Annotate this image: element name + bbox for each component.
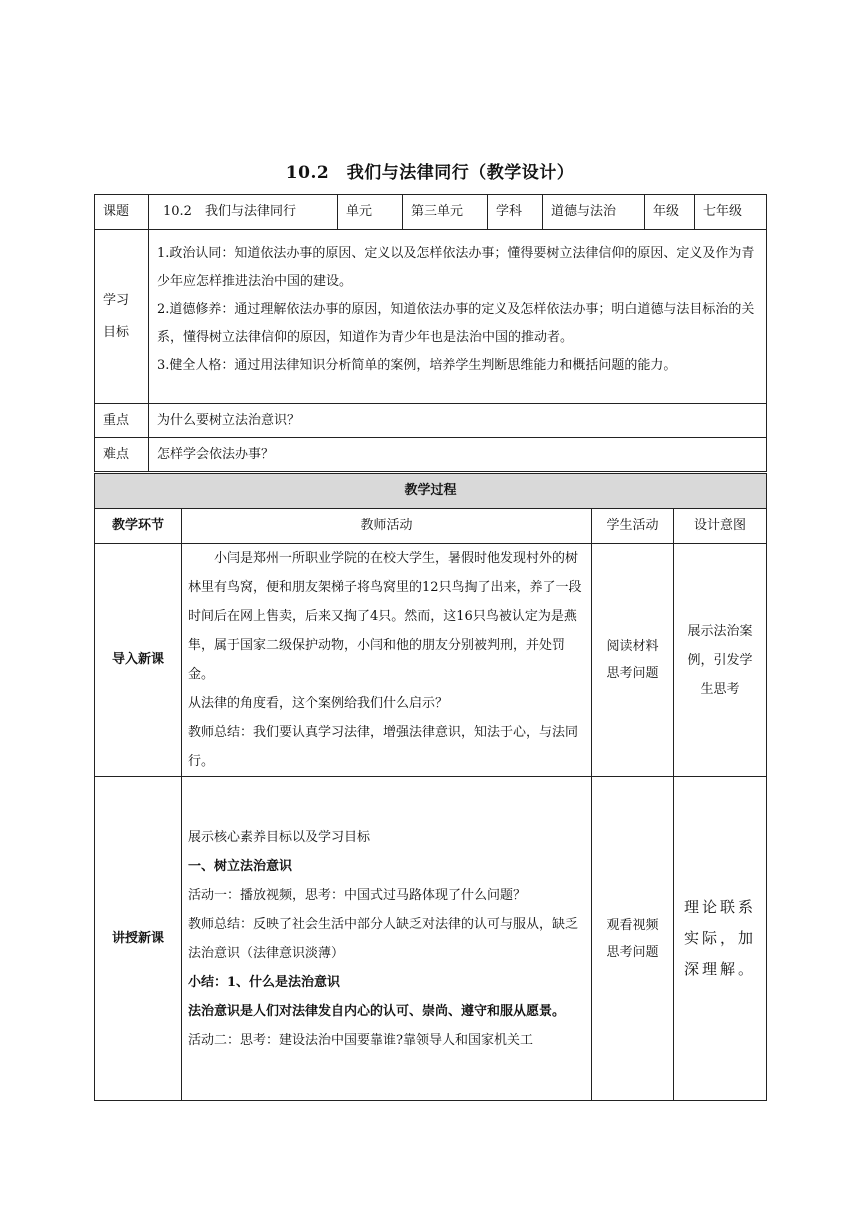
- header-intent: 设计意图: [674, 509, 767, 544]
- goals-row: [95, 230, 767, 404]
- process-header-row: [95, 509, 767, 544]
- key-point-label: 重点: [95, 404, 149, 438]
- document-title: 10.2 我们与法律同行（教学设计）: [285, 163, 575, 183]
- student-text: 观看视频: [606, 917, 659, 933]
- intent-text: 展示法治案: [687, 623, 753, 639]
- difficulty-row: [95, 438, 767, 472]
- teacher-text: 法治意识是人们对法律发自内心的认可、崇尚、遵守和服从愿景。: [188, 1003, 566, 1019]
- grade-value: 七年级: [695, 195, 767, 230]
- header-teacher: 教师活动: [182, 509, 592, 544]
- info-row: [95, 195, 767, 230]
- difficulty-value: 怎样学会依法办事？: [149, 438, 767, 472]
- design-intent-cell: 理论联系实际，加深理解。: [674, 777, 767, 1101]
- student-activity-cell: [592, 777, 674, 1101]
- student-activity-cell: [592, 544, 674, 777]
- unit-value: 第三单元: [403, 195, 488, 230]
- teacher-text: 一、树立法治意识: [188, 858, 293, 874]
- key-point-value: 为什么要树立法治意识？: [149, 404, 767, 438]
- difficulty-label: 难点: [95, 438, 149, 472]
- process-row-intro: [95, 544, 767, 777]
- teacher-text: 活动二：思考：建设法治中国要靠谁?靠领导人和国家机关工: [188, 1032, 533, 1048]
- stage-cell: 导入新课: [95, 544, 182, 777]
- unit-label: 单元: [338, 195, 403, 230]
- intent-text: 例，引发学: [687, 652, 753, 668]
- goal-item: 2.道德修养：通过理解依法办事的原因，知道依法办事的定义及怎样依法办事；明白道德与法目标治的关系，懂得树立法律信仰的原因，知道作为青少年也是法治中国的推动者。: [157, 301, 755, 345]
- process-title: 教学过程: [95, 474, 767, 509]
- teaching-process-table: [94, 473, 767, 1101]
- student-text: 思考问题: [606, 944, 659, 960]
- student-text: 思考问题: [606, 666, 659, 681]
- goals-label-line-2: 目标: [103, 324, 130, 340]
- goal-item: 3.健全人格：通过用法律知识分析简单的案例，培养学生判断思维能力和概括问题的能力。: [157, 357, 677, 373]
- header-stage: 教学环节: [95, 509, 182, 544]
- subject-value: 道德与法治: [543, 195, 645, 230]
- intent-text: 生思考: [700, 681, 740, 697]
- teacher-text: 小结：1、什么是法治意识: [188, 974, 341, 990]
- teacher-text: 教师总结：反映了社会生活中部分人缺乏对法律的认可与服从，缺乏法治意识（法律意识淡薄）: [188, 916, 579, 961]
- process-row-new-lesson: [95, 777, 767, 1101]
- teacher-text: 小闫是郑州一所职业学院的在校大学生，暑假时他发现村外的树林里有鸟窝，便和朋友架梯子将鸟窝里的12只鸟掏了出来，养了一段时间后在网上售卖，后来又掏了4只。然而，这16只鸟被认定为是燕隼，属于国家二级保护动物，小闫和他的朋友分别被判刑，并处罚金。: [188, 551, 582, 682]
- header-student: 学生活动: [592, 509, 674, 544]
- teacher-activity-cell: [182, 777, 592, 1101]
- teacher-activity-cell: [182, 544, 592, 777]
- key-point-row: [95, 404, 767, 438]
- design-intent-cell: [674, 544, 767, 777]
- subject-label: 学科: [488, 195, 543, 230]
- goals-content: [149, 230, 767, 404]
- goal-item: 1.政治认同：知道依法办事的原因、定义以及怎样依法办事；懂得要树立法律信仰的原因、定义及作为青少年应怎样推进法治中国的建设。: [157, 245, 755, 289]
- teacher-text: 活动一：播放视频，思考：中国式过马路体现了什么问题？: [188, 887, 527, 903]
- teacher-text: 从法律的角度看，这个案例给我们什么启示？: [188, 696, 449, 711]
- goals-label-line-1: 学习: [103, 292, 130, 308]
- grade-label: 年级: [645, 195, 695, 230]
- lesson-info-table: [94, 194, 767, 472]
- course-value: 10.2 我们与法律同行: [149, 195, 338, 230]
- course-label: 课题: [95, 195, 149, 230]
- teacher-text: 展示核心素养目标以及学习目标: [188, 829, 371, 845]
- student-text: 阅读材料: [606, 639, 659, 654]
- goals-label: [95, 230, 149, 404]
- teacher-text: 教师总结：我们要认真学习法律，增强法律意识，知法于心，与法同行。: [188, 725, 579, 769]
- process-title-row: [95, 474, 767, 509]
- stage-cell: 讲授新课: [95, 777, 182, 1101]
